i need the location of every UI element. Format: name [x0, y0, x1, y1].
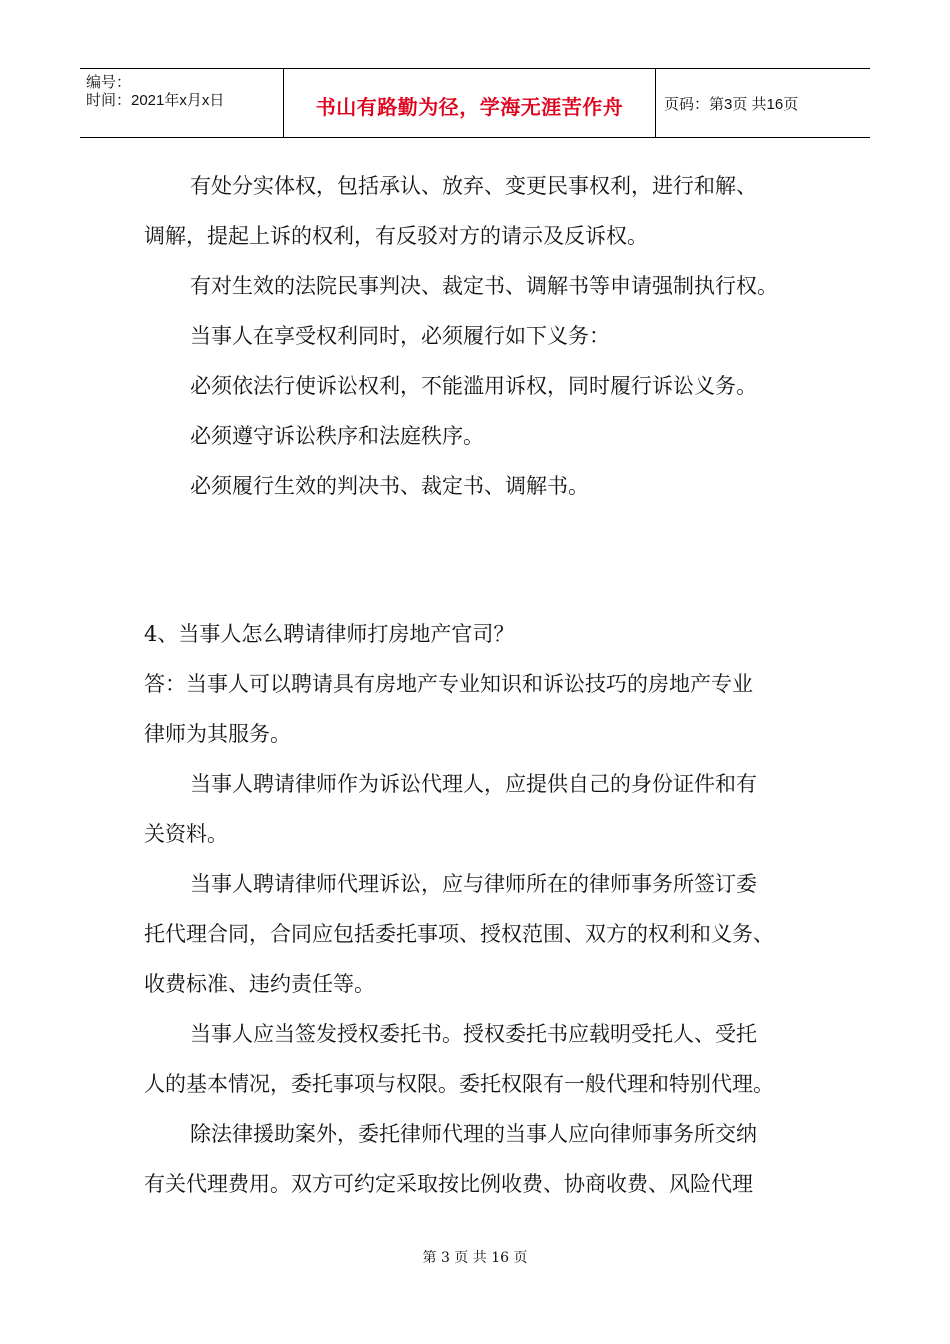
- document-header: [80, 68, 870, 138]
- body-line: 当事人聘请律师代理诉讼，应与律师所在的律师事务所签订委: [190, 872, 757, 896]
- number-label: 编号：: [86, 74, 132, 91]
- body-line: 关资料。: [144, 822, 228, 846]
- body-line: 必须依法行使诉讼权利，不能滥用诉权，同时履行诉讼义务。: [190, 374, 757, 398]
- body-line: 当事人聘请律师作为诉讼代理人，应提供自己的身份证件和有: [190, 772, 757, 796]
- header-info-cell: [80, 69, 283, 137]
- header-motto: 书山有路勤为径，学海无涯苦作舟: [315, 95, 624, 119]
- header-page-label: 页码：第3页 共16页: [664, 96, 799, 113]
- header-motto-cell: [283, 69, 656, 137]
- body-line: 有对生效的法院民事判决、裁定书、调解书等申请强制执行权。: [190, 274, 778, 298]
- header-page-cell: [655, 69, 870, 137]
- body-line: 托代理合同，合同应包括委托事项、授权范围、双方的权利和义务、: [144, 922, 774, 946]
- body-line: 必须履行生效的判决书、裁定书、调解书。: [190, 474, 589, 498]
- body-line: 有处分实体权，包括承认、放弃、变更民事权利，进行和解、: [190, 174, 757, 198]
- body-line: 必须遵守诉讼秩序和法庭秩序。: [190, 424, 484, 448]
- body-line: 当事人在享受权利同时，必须履行如下义务：: [190, 324, 610, 348]
- body-line: 除法律援助案外，委托律师代理的当事人应向律师事务所交纳: [190, 1122, 757, 1146]
- question-heading: 4、当事人怎么聘请律师打房地产官司？: [144, 622, 515, 646]
- body-line: 当事人应当签发授权委托书。授权委托书应载明受托人、受托: [190, 1022, 757, 1046]
- body-line: 答：当事人可以聘请具有房地产专业知识和诉讼技巧的房地产专业: [144, 672, 753, 696]
- body-line: 人的基本情况，委托事项与权限。委托权限有一般代理和特别代理。: [144, 1072, 774, 1096]
- time-label: 时间：2021年x月x日: [86, 92, 225, 109]
- body-line: 收费标准、违约责任等。: [144, 972, 375, 996]
- body-line: 调解，提起上诉的权利，有反驳对方的请示及反诉权。: [144, 224, 648, 248]
- body-line: 有关代理费用。双方可约定采取按比例收费、协商收费、风险代理: [144, 1172, 753, 1196]
- body-line: 律师为其服务。: [144, 722, 291, 746]
- page-footer: 第 3 页 共 16 页: [422, 1250, 528, 1266]
